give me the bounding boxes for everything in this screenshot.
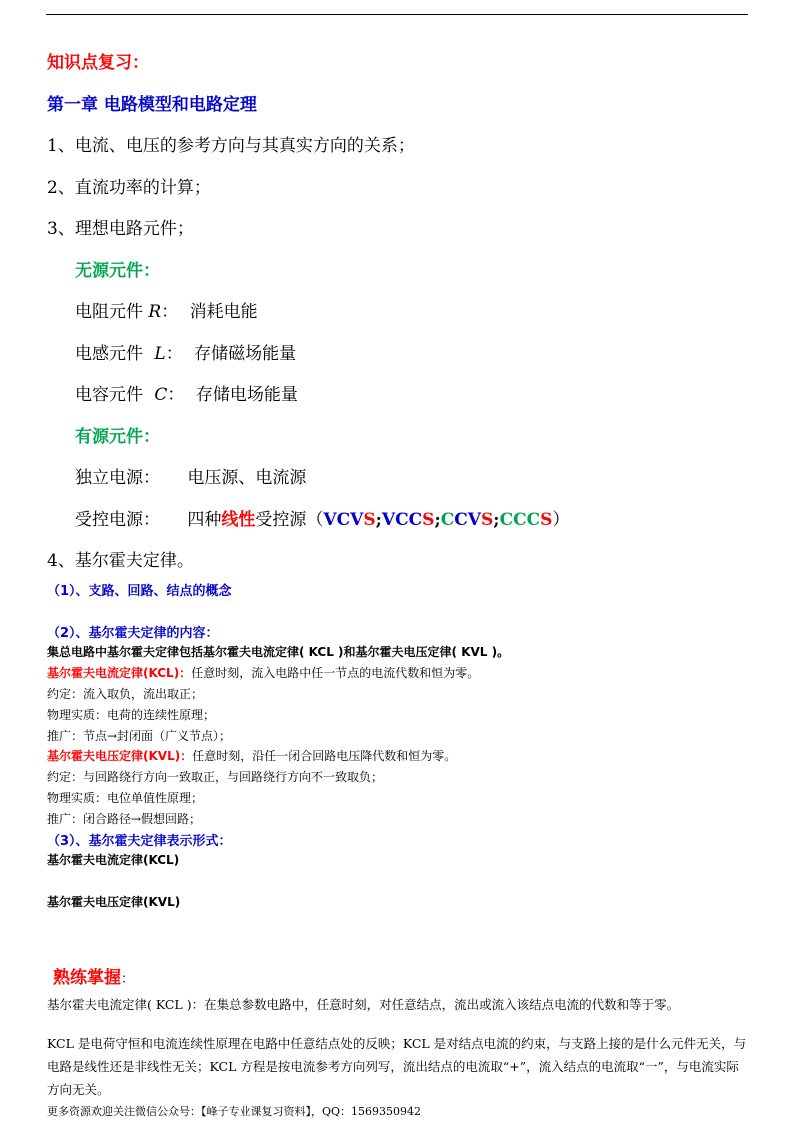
- inductor-symbol: L: [154, 344, 166, 364]
- kcl-form-label: 基尔霍夫电流定律(KCL): [47, 853, 180, 867]
- sub-heading-1: （1）、支路、回路、结点的概念: [47, 584, 232, 599]
- active-heading: 有源元件：: [75, 427, 160, 447]
- source-ccvs-a: C: [440, 510, 455, 530]
- kcl-essence: 物理实质：电荷的连续性原理；: [47, 708, 216, 722]
- source-vccs-b: CC: [395, 510, 423, 530]
- resistor-label: 电阻元件: [75, 302, 143, 322]
- source-cccs-c: S: [540, 510, 553, 530]
- inductor-colon: ：: [165, 344, 183, 364]
- item-1: 1、电流、电压的参考方向与其真实方向的关系；: [47, 136, 415, 156]
- kvl-term: 基尔霍夫电压定律(KVL)：: [47, 749, 193, 763]
- controlled-suffix: ）: [552, 510, 570, 530]
- controlled-label: 受控电源：: [75, 510, 160, 530]
- kcl-paragraph-1: 基尔霍夫电流定律( KCL )：在集总参数电路中，任意时刻，对任意结点，流出或流入该结点电流的代数和等于零。: [47, 997, 680, 1012]
- sub-heading-3: （3）、基尔霍夫定律表示形式：: [47, 834, 232, 849]
- header-rule: [46, 14, 748, 15]
- controlled-prefix: 四种: [187, 510, 222, 530]
- independent-label: 独立电源：: [75, 468, 160, 488]
- sub-heading-2: （2）、基尔霍夫定律的内容：: [47, 626, 219, 641]
- kcl-desc: 任意时刻，流入电路中任一节点的电流代数和恒为零。: [191, 666, 480, 680]
- capacitor-colon: ：: [167, 385, 185, 405]
- capacitor-desc: 存储电场能量: [195, 385, 298, 405]
- chapter-title: 第一章 电路模型和电路定理: [47, 95, 257, 115]
- resistor-colon: ：: [161, 302, 179, 322]
- controlled-line: [75, 505, 569, 530]
- kvl-desc: 任意时刻，沿任一闭合回路电压降代数和恒为零。: [192, 749, 457, 763]
- kvl-convention: 约定：与回路绕行方向一致取正，与回路绕行方向不一致取负；: [47, 770, 384, 784]
- source-cccs-a: C: [499, 510, 514, 530]
- source-vcvs-sep: ;: [375, 510, 382, 530]
- kcl-convention: 约定：流入取负，流出取正；: [47, 687, 204, 701]
- source-vccs-c: S: [422, 510, 435, 530]
- source-ccvs-c: S: [481, 510, 494, 530]
- capacitor-symbol: C: [154, 385, 168, 405]
- kcl-definition: [47, 664, 479, 681]
- controlled-mid: 受控源（: [255, 510, 324, 530]
- footer-note: 更多资源欢迎关注微信公众号：【峰子专业课复习资料】，QQ：1569350942: [47, 1105, 422, 1118]
- item-4: 4、基尔霍夫定律。: [47, 551, 194, 571]
- kvl-essence: 物理实质：电位单值性原理；: [47, 791, 204, 805]
- kcl-term: 基尔霍夫电流定律(KCL)：: [47, 666, 192, 680]
- source-ccvs: [441, 510, 500, 530]
- kvl-form-label: 基尔霍夫电压定律(KVL): [47, 895, 181, 909]
- kvl-extension: 推广：闭合路径→假想回路；: [47, 812, 202, 826]
- review-title: 知识点复习：: [47, 53, 149, 73]
- independent-line: [75, 463, 306, 488]
- master-colon: ：: [121, 972, 135, 987]
- item-3: 3、理想电路元件；: [47, 219, 194, 239]
- source-vcvs-c: S: [363, 510, 376, 530]
- independent-desc: 电压源、电流源: [187, 468, 307, 488]
- source-vccs: [382, 510, 441, 530]
- passive-heading: 无源元件：: [75, 261, 160, 281]
- inductor-label: 电感元件: [75, 344, 143, 364]
- item-2: 2、直流功率的计算；: [47, 178, 211, 198]
- source-cccs-b: CC: [513, 510, 541, 530]
- inductor-line: [75, 339, 296, 364]
- controlled-linear: 线性: [221, 510, 256, 530]
- source-vccs-sep: ;: [434, 510, 441, 530]
- resistor-line: [75, 297, 258, 322]
- master-title: 熟练掌握: [53, 968, 121, 988]
- resistor-symbol: R: [148, 302, 162, 322]
- lumped-statement: 集总电路中基尔霍夫定律包括基尔霍夫电流定律( KCL )和基尔霍夫电压定律( KVL )。: [47, 645, 510, 659]
- source-vcvs-b: CV: [336, 510, 364, 530]
- kcl-extension: 推广：节点→封闭面（广义节点）；: [47, 729, 232, 743]
- source-ccvs-b: CV: [454, 510, 481, 530]
- capacitor-line: [75, 380, 298, 405]
- source-cccs: [500, 510, 553, 530]
- source-ccvs-sep: ;: [493, 510, 500, 530]
- kvl-definition: [47, 747, 456, 764]
- capacitor-label: 电容元件: [75, 385, 143, 405]
- master-heading: [53, 963, 134, 988]
- source-vcvs-a: V: [323, 510, 337, 530]
- inductor-desc: 存储磁场能量: [194, 344, 297, 364]
- source-vcvs: [323, 510, 382, 530]
- resistor-desc: 消耗电能: [189, 302, 258, 322]
- kcl-paragraph-2: KCL 是电荷守恒和电流连续性原理在电路中任意结点处的反映；KCL 是对结点电流的约束，与支路上接的是什么元件无关，与电路是线性还是非线性无关；KCL 方程是按电流参考方向列写，流出结点的电流取“+”，流入结点的电流取“一”，与电流实际方向无关。: [47, 1036, 747, 1097]
- source-vccs-a: V: [381, 510, 396, 530]
